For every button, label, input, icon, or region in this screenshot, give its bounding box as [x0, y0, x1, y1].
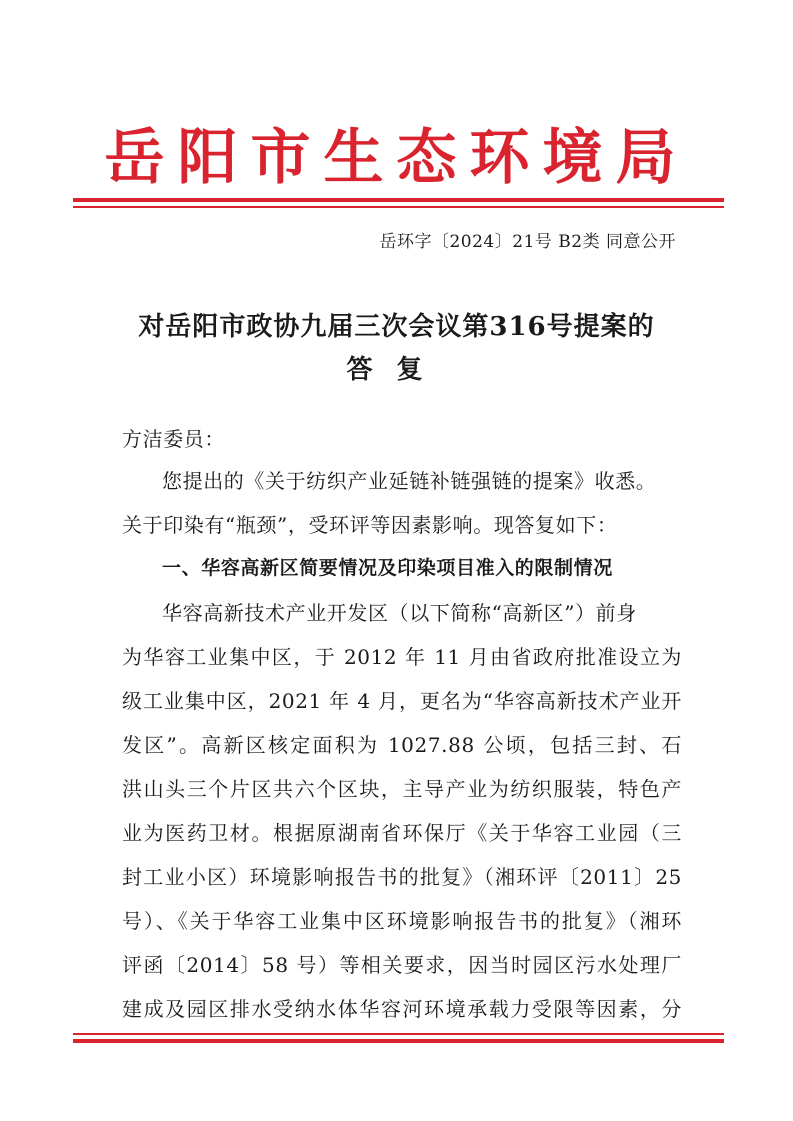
salutation: 方洁委员：	[122, 427, 225, 451]
body-line: 封工业小区）环境影响报告书的批复》（湘环评〔2011〕25	[122, 865, 682, 889]
intro-line: 关于印染有“瓶颈”，受环评等因素影响。现答复如下：	[122, 513, 618, 537]
body-line: 评函〔2014〕58 号）等相关要求，因当时园区污水处理厂	[122, 953, 682, 977]
section-heading: 一、华容高新区简要情况及印染项目准入的限制情况	[162, 557, 613, 579]
footer-divider-thick	[73, 1039, 724, 1043]
document-number: 岳环字〔2024〕21号 B2类 同意公开	[379, 232, 676, 252]
body-line: 业为医药卫材。根据原湖南省环保厅《关于华容工业园（三	[122, 821, 682, 845]
document-title-line-2: 答复	[346, 355, 447, 385]
body-line: 号）、《关于华容工业集中区环境影响报告书的批复》（湘环	[122, 909, 682, 933]
letterhead-divider-thin	[73, 206, 724, 208]
body-line: 华容高新技术产业开发区（以下简称“高新区”）前身	[162, 601, 637, 625]
letterhead-divider-thick	[73, 198, 724, 202]
body-line: 级工业集中区，2021 年 4 月，更名为“华容高新技术产业开	[122, 689, 682, 713]
body-line: 发区”。高新区核定面积为 1027.88 公顷，包括三封、石	[122, 733, 682, 757]
letterhead-org-name: 岳阳市生态环境局	[104, 123, 689, 193]
body-line: 洪山头三个片区共六个区块，主导产业为纺织服装，特色产	[122, 777, 682, 801]
body-line: 建成及园区排水受纳水体华容河环境承载力受限等因素，分	[122, 997, 682, 1021]
intro-line: 您提出的《关于纺织产业延链补链强链的提案》收悉。	[162, 469, 657, 493]
document-title-line-1: 对岳阳市政协九届三次会议第316号提案的	[138, 312, 655, 342]
footer-divider-thin	[73, 1033, 724, 1035]
body-line: 为华容工业集中区，于 2012 年 11 月由省政府批准设立为	[122, 645, 682, 669]
